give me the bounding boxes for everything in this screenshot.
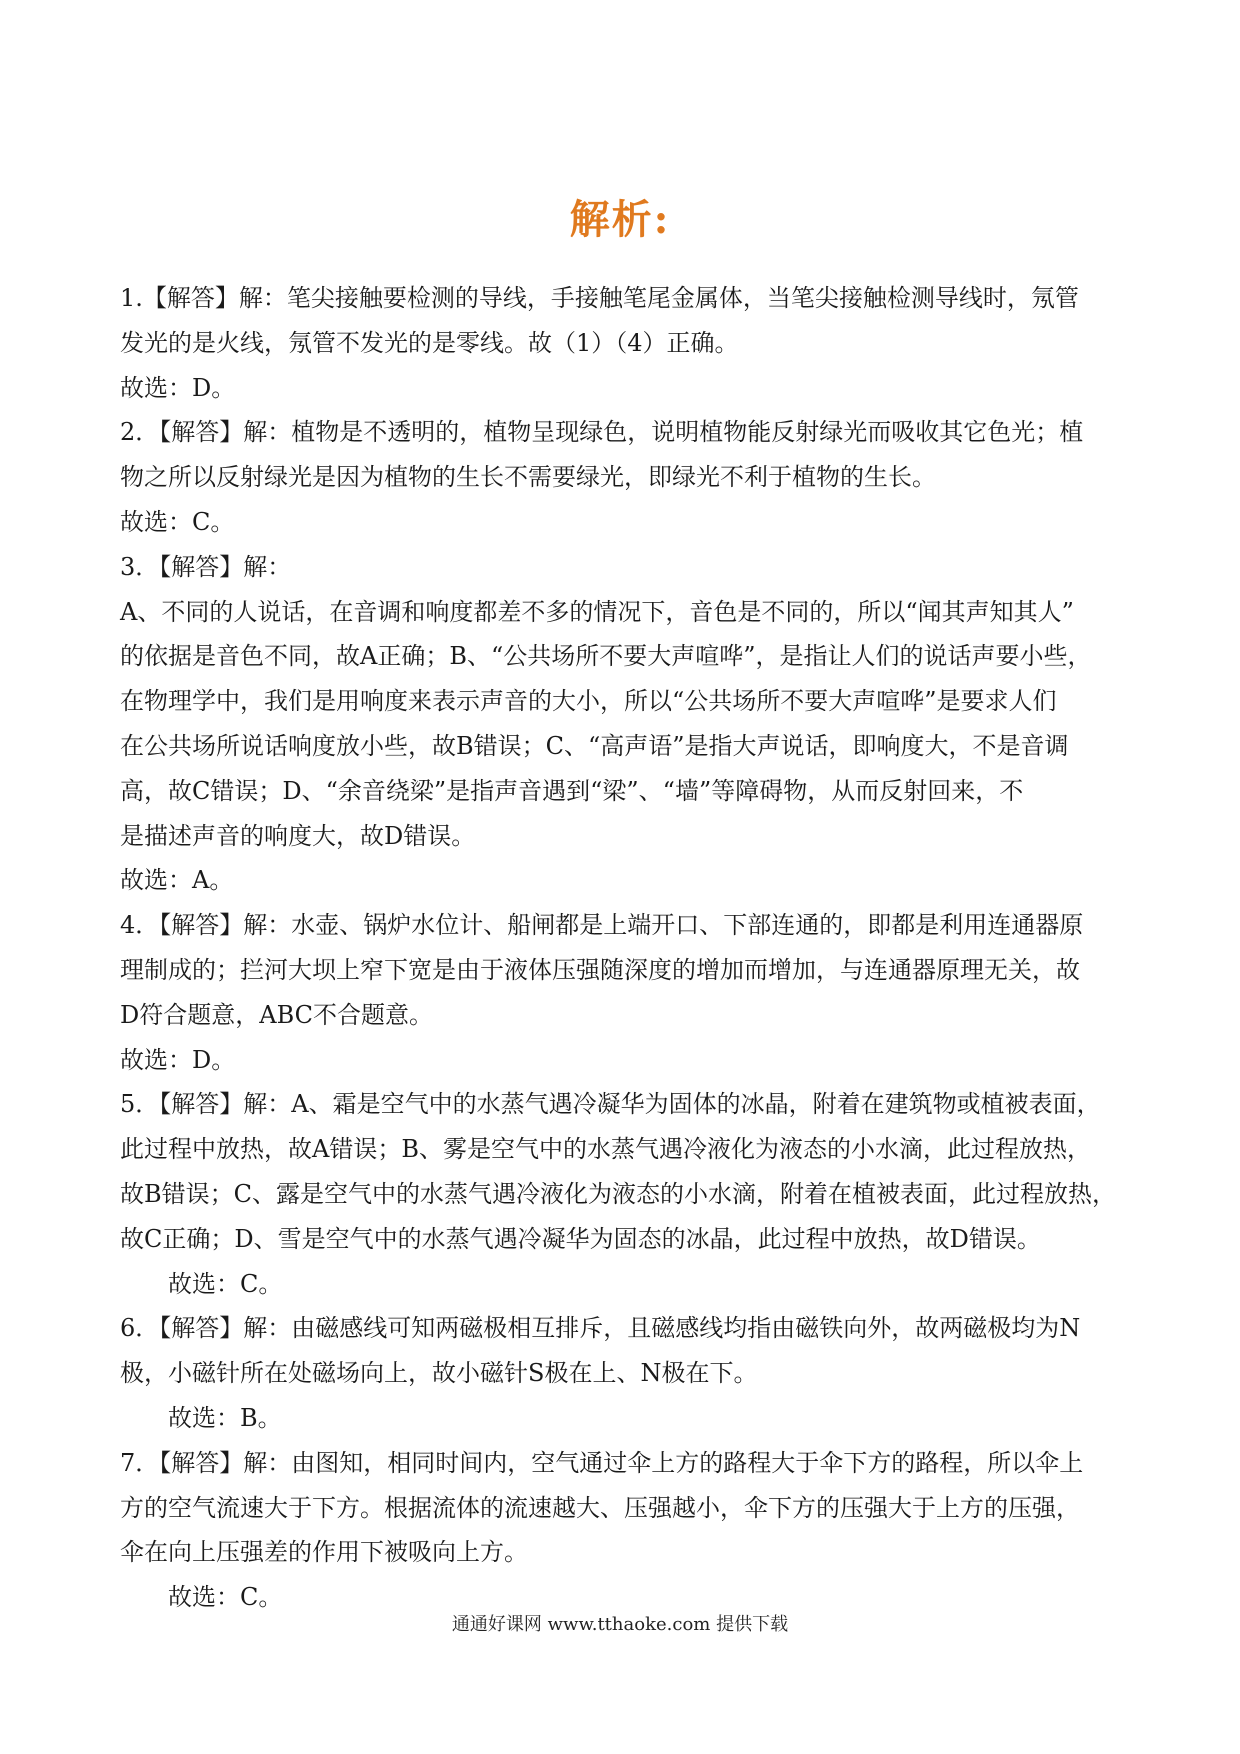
- text-line: 故C正确；D、雪是空气中的水蒸气遇冷凝华为固态的冰晶，此过程中放热，故D错误。: [120, 1224, 1041, 1253]
- text-line: 高，故C错误；D、“余音绕梁”是指声音遇到“梁”、“墙”等障碍物，从而反射回来，不: [120, 776, 1024, 805]
- text-line: 的依据是音色不同，故A正确；B、“公共场所不要大声喧哗”，是指让人们的说话声要小些，: [120, 642, 1092, 671]
- text-line: 5．【解答】解：A、霜是空气中的水蒸气遇冷凝华为固体的冰晶，附着在建筑物或植被表面，: [120, 1090, 1101, 1119]
- text-line: 故选：D。: [120, 373, 236, 402]
- text-line: 故B错误；C、露是空气中的水蒸气遇冷液化为液态的小水滴，附着在植被表面，此过程放热，: [120, 1179, 1116, 1208]
- text-line: 故选：C。: [120, 507, 235, 536]
- text-line: 3．【解答】解：: [120, 552, 292, 581]
- text-line: 物之所以反射绿光是因为植物的生长不需要绿光，即绿光不利于植物的生长。: [120, 463, 936, 492]
- text-line: 伞在向上压强差的作用下被吸向上方。: [120, 1538, 528, 1567]
- text-line: 故选：D。: [120, 1045, 236, 1074]
- text-line: 理制成的；拦河大坝上窄下宽是由于液体压强随深度的增加而增加，与连通器原理无关，故: [120, 955, 1080, 984]
- footer-credit: 通通好课网 www.tthaoke.com 提供下载: [451, 1614, 789, 1635]
- text-line: D符合题意，ABC不合题意。: [120, 1000, 434, 1029]
- text-line: 此过程中放热，故A错误；B、雾是空气中的水蒸气遇冷液化为液态的小水滴，此过程放热，: [120, 1135, 1091, 1164]
- text-line: 6．【解答】解：由磁感线可知两磁极相互排斥，且磁感线均指由磁铁向外，故两磁极均为N: [120, 1314, 1081, 1343]
- text-line: A、不同的人说话，在音调和响度都差不多的情况下，音色是不同的，所以“闻其声知其人”: [120, 597, 1074, 626]
- text-line: 故选：B。: [168, 1403, 282, 1432]
- page-title: 解析:: [569, 196, 671, 243]
- text-line: 故选：C。: [168, 1269, 283, 1298]
- text-line: 故选：A。: [120, 866, 234, 895]
- text-line: 2．【解答】解：植物是不透明的，植物呈现绿色，说明植物能反射绿光而吸收其它色光；植: [120, 418, 1084, 447]
- text-line: 1.【解答】解：笔尖接触要检测的导线，手接触笔尾金属体，当笔尖接触检测导线时，氖管: [120, 284, 1079, 312]
- answer-explanations: [120, 276, 1130, 1620]
- text-line: 在物理学中，我们是用响度来表示声音的大小，所以“公共场所不要大声喧哗”是要求人们: [120, 687, 1057, 716]
- text-line: 在公共场所说话响度放小些，故B错误；C、“高声语”是指大声说话，即响度大，不是音调: [120, 731, 1069, 760]
- text-line: 极，小磁针所在处磁场向上，故小磁针S极在上、N极在下。: [120, 1359, 758, 1388]
- text-line: 方的空气流速大于下方。根据流体的流速越大、压强越小，伞下方的压强大于上方的压强，: [120, 1493, 1080, 1522]
- text-line: 是描述声音的响度大，故D错误。: [120, 821, 476, 850]
- text-line: 7．【解答】解：由图知，相同时间内，空气通过伞上方的路程大于伞下方的路程，所以伞上: [120, 1448, 1084, 1477]
- text-line: 发光的是火线，氖管不发光的是零线。故（1）（4）正确。: [120, 328, 739, 357]
- text-line: 4．【解答】解：水壶、锅炉水位计、船闸都是上端开口、下部连通的，即都是利用连通器原: [120, 911, 1084, 940]
- text-line: 故选：C。: [168, 1583, 283, 1612]
